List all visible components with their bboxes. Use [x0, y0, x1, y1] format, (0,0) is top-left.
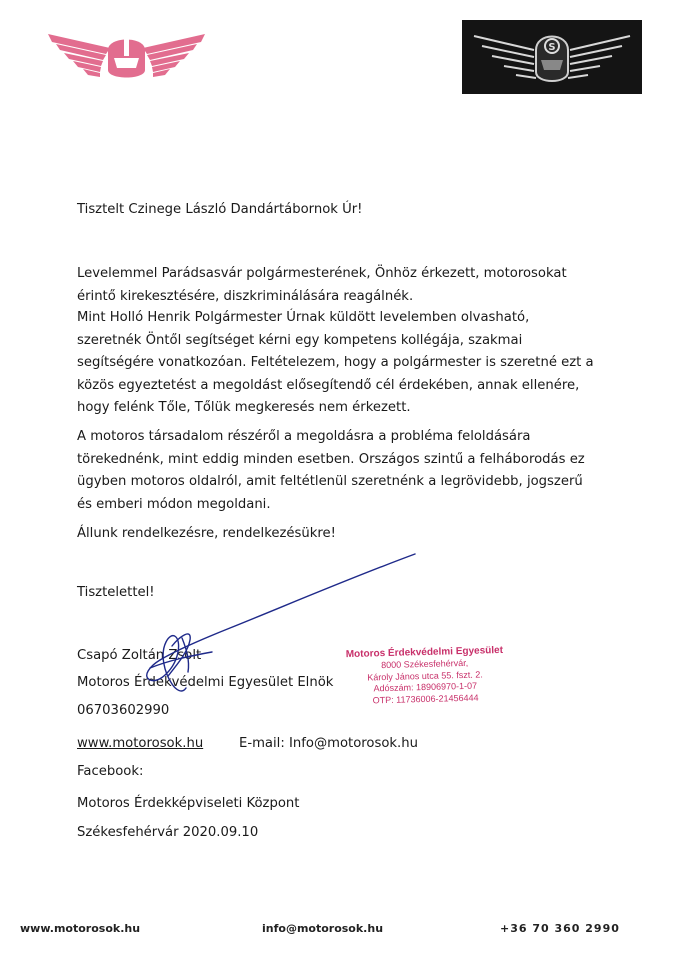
- stamp-tax-number: Adószám: 18906970-1-07: [373, 680, 478, 694]
- paragraph-1: Levelemmel Parádsasvár polgármesterének, Önhöz érkezett, motorosokat érintő kirekesztésére, diszkriminálására reagálnék.: [77, 266, 567, 304]
- sender-email: E-mail: Info@motorosok.hu: [239, 736, 418, 751]
- stamp-address-city: 8000 Székesfehérvár,: [381, 657, 469, 671]
- facebook-label: Facebook:: [77, 764, 144, 779]
- paragraph-2: Mint Holló Henrik Polgármester Úrnak küldött levelemben olvasható, szeretnék Öntől segítséget kérni egy kompetens kollégája, szakmai segítségére vonatkozóan. Feltételezem, hogy a polgármester is szeretné ezt a közös egyeztetést a megoldást elősegítendő cél érdekében, annak ellenére, hogy felénk Tőle, Tőlük megkeresés nem érkezett.: [77, 310, 594, 415]
- sender-website-link[interactable]: www.motorosok.hu: [77, 736, 204, 751]
- salutation: Tisztelt Czinege László Dandártábornok Úr!: [77, 202, 363, 217]
- footer-phone: +36 70 360 2990: [500, 922, 620, 935]
- facebook-page: Motoros Érdekképviseleti Központ: [77, 796, 300, 811]
- sender-phone: 06703602990: [77, 703, 170, 718]
- winged-helmet-dark-icon: [462, 20, 642, 94]
- footer-email[interactable]: info@motorosok.hu: [262, 922, 384, 935]
- sender-position: Motoros Érdekvédelmi Egyesület Elnök: [77, 675, 334, 690]
- winged-helmet-pink-icon: [44, 28, 209, 86]
- svg-text:S: S: [548, 42, 556, 53]
- stamp-address-street: Károly János utca 55. fszt. 2.: [367, 668, 483, 683]
- paragraph-4: Állunk rendelkezésre, rendelkezésükre!: [77, 526, 336, 541]
- paragraph-3: A motoros társadalom részéről a megoldásra a probléma feloldására törekednénk, mint eddig minden esetben. Országos szintű a felháborodás ez ügyben motoros oldalról, amit feltétlenül szeretnénk a legrövidebb, jogszerű és emberi módon megoldani.: [77, 429, 585, 512]
- footer-website[interactable]: www.motorosok.hu: [20, 922, 141, 935]
- stamp-title: Motoros Érdekvédelmi Egyesület: [345, 644, 504, 661]
- place-date: Székesfehérvár 2020.09.10: [77, 825, 259, 840]
- footer: [0, 922, 675, 940]
- closing: Tisztelettel!: [77, 585, 155, 600]
- stamp-bank-account: OTP: 11736006-21456444: [372, 692, 479, 705]
- association-stamp: [339, 644, 510, 707]
- sender-name: Csapó Zoltán Zsolt: [77, 648, 202, 663]
